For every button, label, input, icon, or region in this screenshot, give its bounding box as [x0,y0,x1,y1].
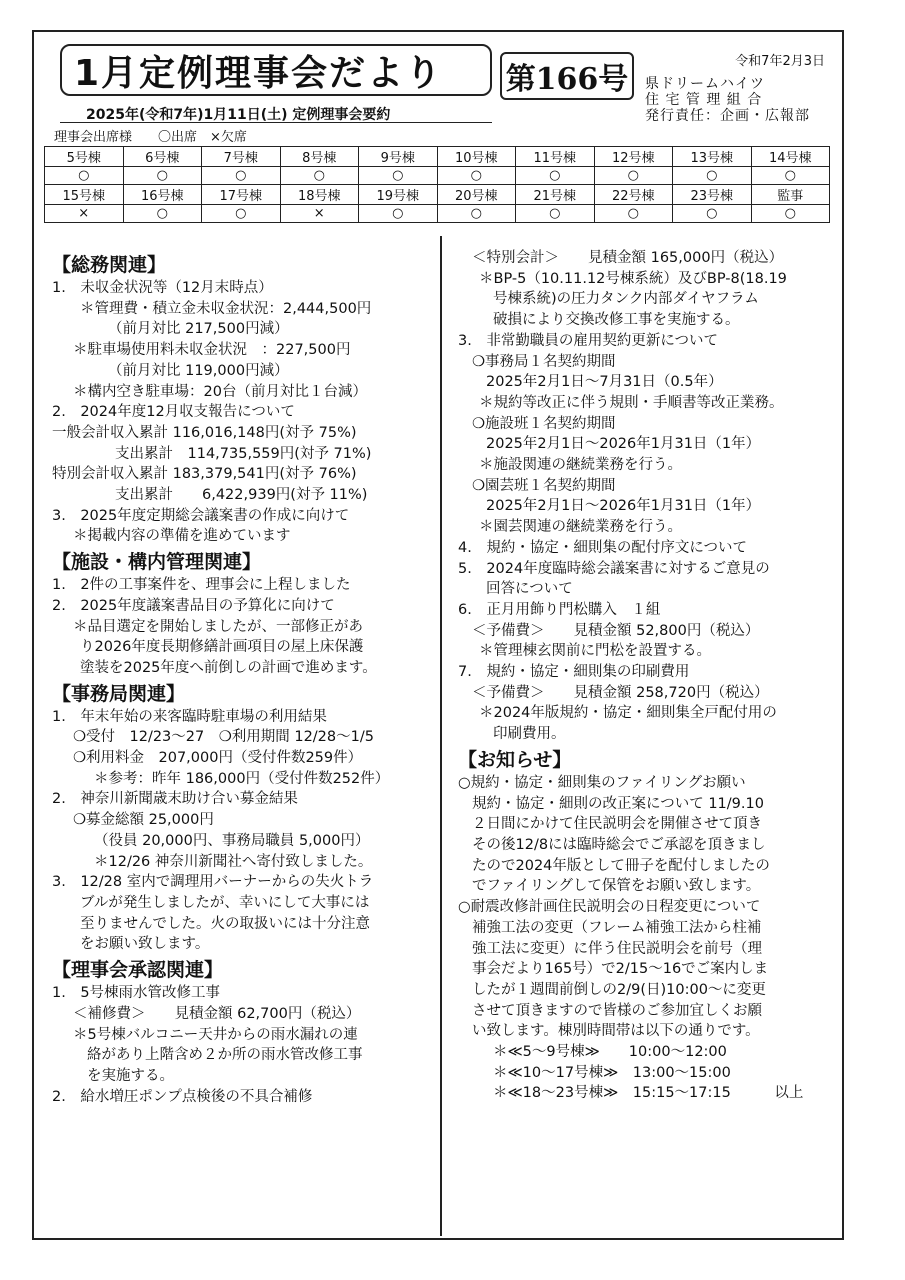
section-heading: 【総務関連】 [52,254,167,276]
building-label: 6号棟 [123,147,202,167]
text-line: 2025年2月1日～2026年1月31日（1年） [486,498,761,515]
text-line: ＊施設関連の継続業務を行う。 [479,457,682,474]
text-line: い致します。棟別時間帯は以下の通りです。 [472,1023,760,1040]
building-label: 11号棟 [516,147,595,167]
building-label: 19号棟 [359,185,438,205]
attendance-mark-row [45,205,830,223]
publisher-line: 県ドリームハイツ [645,76,765,92]
building-label: 20号棟 [437,185,516,205]
text-line: ❍募金総額 25,000円 [73,812,214,829]
building-label: 7号棟 [202,147,281,167]
text-line: （前月対比 119,000円減） [108,362,289,379]
newsletter-title: 1月定例理事会だより [74,52,444,94]
text-line: 2. 神奈川新聞歳末助け合い募金結果 [52,791,298,808]
publisher-line: 住 宅 管 理 組 合 [645,92,763,108]
text-line: 7. 規約・協定・細則集の印刷費用 [458,664,690,681]
newsletter-title-box [60,44,492,96]
building-label: 16号棟 [123,185,202,205]
text-line: ＊掲載内容の準備を進めています [73,528,291,545]
attendance-mark: ○ [751,167,830,185]
text-line: ＊≪18～23号棟≫ 15:15～17:15 以上 [493,1085,804,1102]
text-line: 回答について [486,581,573,598]
building-label: 21号棟 [516,185,595,205]
text-line: したが１週間前倒しの2/9(日)10:00～に変更 [472,981,766,998]
attendance-mark: ○ [202,205,281,223]
text-line: 5. 2024年度臨時総会議案書に対するご意見の [458,560,770,577]
text-line: 支出累計 6,422,939円(対予 11%) [115,487,368,504]
text-line: 破損により交換改修工事を実施する。 [493,312,740,329]
attendance-mark: ○ [594,205,673,223]
attendance-mark: ○ [280,167,359,185]
attendance-legend: 理事会出席様 〇出席 ×欠席 [54,130,247,145]
issue-number-box [500,52,634,100]
text-line: 特別会計収入累計 183,379,541円(対予 76%) [52,466,357,483]
text-line: ＊≪10～17号棟≫ 13:00～15:00 [493,1064,731,1081]
text-line: ＊規約等改正に伴う規則・手順書等改正業務。 [479,394,784,411]
building-label: 5号棟 [45,147,124,167]
attendance-mark: ○ [437,205,516,223]
text-line: ＊駐車場使用料未収金状況 ：227,500円 [73,342,351,359]
attendance-mark: ○ [123,167,202,185]
building-label: 23号棟 [673,185,752,205]
attendance-building-row [45,185,830,205]
attendance-table [44,146,830,223]
text-line: り2026年度長期修繕計画項目の屋上床保護 [80,639,364,656]
publisher-line: 発行責任：企画・広報部 [645,108,810,124]
building-label: 9号棟 [359,147,438,167]
text-line: 規約・協定・細則の改正案について 11/9.10 [472,795,764,812]
text-line: ＊構内空き駐車場：20台（前月対比１台減） [73,383,367,400]
text-line: をお願い致します。 [80,936,210,953]
attendance-mark: ○ [673,167,752,185]
building-label: 15号棟 [45,185,124,205]
text-line: させて頂きますので皆様のご参加宜しくお願 [472,1002,762,1019]
text-line: 1. 2件の工事案件を、理事会に上程しました [52,577,351,594]
text-line: ＊管理棟玄関前に門松を設置する。 [479,643,711,660]
building-label: 12号棟 [594,147,673,167]
attendance-mark: ○ [751,205,830,223]
building-label: 10号棟 [437,147,516,167]
text-line: ❍施設班１名契約期間 [472,415,616,432]
text-line: を実施する。 [87,1067,174,1084]
left-column [52,250,437,1107]
text-line: 1. 未収金状況等（12月末時点） [52,280,273,296]
publisher-block [645,76,810,124]
text-line: その後12/8には臨時総会でご承認を頂きまし [472,836,766,853]
building-label: 22号棟 [594,185,673,205]
building-label: 13号棟 [673,147,752,167]
text-line: 2. 2024年度12月収支報告について [52,404,295,421]
text-line: 一般会計収入累計 116,016,148円(対予 75%) [52,424,357,441]
text-line: 2. 給水増圧ポンプ点検後の不具合補修 [52,1088,313,1105]
text-line: 6. 正月用飾り門松購入 １組 [458,601,661,618]
text-line: 強工法に変更）に伴う住民説明会を前号（理 [472,940,762,957]
attendance-mark: ○ [594,167,673,185]
section-heading: 【理事会承認関連】 [52,959,224,982]
text-line: ○耐震改修計画住民説明会の日程変更について [458,899,761,916]
section-heading: 【事務局関連】 [52,682,186,705]
building-label: 8号棟 [280,147,359,167]
text-line: ＊品目選定を開始しましたが、一部修正があ [73,618,363,635]
attendance-mark: ○ [437,167,516,185]
building-label: 18号棟 [280,185,359,205]
text-line: ＊園芸関連の継続業務を行う。 [479,519,682,536]
text-line: 絡があり上階含め２か所の雨水管改修工事 [87,1047,363,1064]
text-line: ＜予備費＞ 見積金額 52,800円（税込） [472,622,760,639]
attendance-mark: ○ [516,205,595,223]
building-label: 17号棟 [202,185,281,205]
text-line: 塗装を2025年度へ前倒しの計画で進めます。 [80,659,377,676]
text-line: ❍受付 12/23～27 ❍利用期間 12/28～1/5 [73,729,374,746]
attendance-mark: ○ [202,167,281,185]
section-heading: 【お知らせ】 [458,748,572,771]
text-line: （役員 20,000円、事務局職員 5,000円） [94,832,370,849]
text-line: ＜特別会計＞ 見積金額 165,000円（税込） [472,250,784,266]
attendance-mark: ○ [123,205,202,223]
text-line: （前月対比 217,500円減） [108,321,289,338]
text-line: ＜予備費＞ 見積金額 258,720円（税込） [472,684,769,701]
attendance-building-row [45,147,830,167]
text-line: 3. 12/28 室内で調理用バーナーからの失火トラ [52,874,374,891]
attendance-mark: ○ [359,205,438,223]
text-line: ○規約・協定・細則集のファイリングお願い [458,774,746,791]
text-line: たので2024年版として冊子を配付しましたの [472,857,770,874]
text-line: 号棟系統)の圧力タンク内部ダイヤフラム [493,291,759,308]
attendance-mark-row [45,167,830,185]
section-heading: 【施設・構内管理関連】 [52,551,262,574]
issue-number: 第166号 [505,62,629,97]
text-line: ❍事務局１名契約期間 [472,353,616,370]
text-line: 支出累計 114,735,559円(対予 71%) [115,445,372,462]
text-line: ＊≪5～9号棟≫ 10:00～12:00 [493,1044,727,1061]
text-line: 至りませんでした。火の取扱いには十分注意 [80,915,370,932]
text-line: 1. 5号棟雨水管改修工事 [52,985,221,1002]
text-line: 2025年2月1日～2026年1月31日（1年） [486,436,761,453]
building-label: 14号棟 [751,147,830,167]
meeting-subtitle: 2025年(令和7年)1月11日(土) 定例理事会要約 [86,107,391,123]
attendance-mark: ○ [45,167,124,185]
attendance-mark: ○ [359,167,438,185]
attendance-mark: × [280,205,359,223]
text-line: 2. 2025年度議案書品目の予算化に向けて [52,597,335,614]
right-column [458,248,838,1104]
text-line: ＊12/26 神奈川新聞社へ寄付致しました。 [94,853,373,870]
text-line: ＊2024年版規約・協定・細則集全戸配付用の [479,705,777,722]
text-line: ＊BP-5（10.11.12号棟系統）及びBP-8(18.19 [479,270,787,287]
text-line: 4. 規約・協定・細則集の配付序文について [458,539,748,556]
text-line: でファイリングして保管をお願い致します。 [472,878,761,895]
issue-date: 令和7年2月3日 [735,54,825,69]
text-line: 3. 2025年度定期総会議案書の作成に向けて [52,507,350,524]
subtitle-underline [60,122,492,123]
text-line: 3. 非常勤職員の雇用契約更新について [458,332,719,349]
building-label: 監事 [751,185,830,205]
text-line: 1. 年末年始の来客臨時駐車場の利用結果 [52,708,327,725]
text-line: ２日間にかけて住民説明会を開催させて頂き [472,816,762,833]
text-line: ＜補修費＞ 見積金額 62,700円（税込） [73,1005,361,1022]
text-line: ＊参考：昨年 186,000円（受付件数252件） [94,770,390,787]
text-line: ❍利用料金 207,000円（受付件数259件） [73,750,363,767]
text-line: ❍園芸班１名契約期間 [472,477,616,494]
text-line: 2025年2月1日～7月31日（0.5年） [486,374,723,391]
text-line: 補強工法の変更（フレーム補強工法から柱補 [472,919,762,936]
text-line: 印刷費用。 [493,726,566,743]
attendance-mark: × [45,205,124,223]
column-divider [440,236,442,1236]
text-line: ＊5号棟バルコニー天井からの雨水漏れの連 [73,1026,358,1043]
text-line: 事会だより165号）で2/15～16でご案内しま [472,961,769,978]
text-line: ＊管理費・積立金未収金状況：2,444,500円 [80,300,372,317]
text-line: ブルが発生しましたが、幸いにして大事には [80,894,370,911]
attendance-mark: ○ [673,205,752,223]
attendance-mark: ○ [516,167,595,185]
